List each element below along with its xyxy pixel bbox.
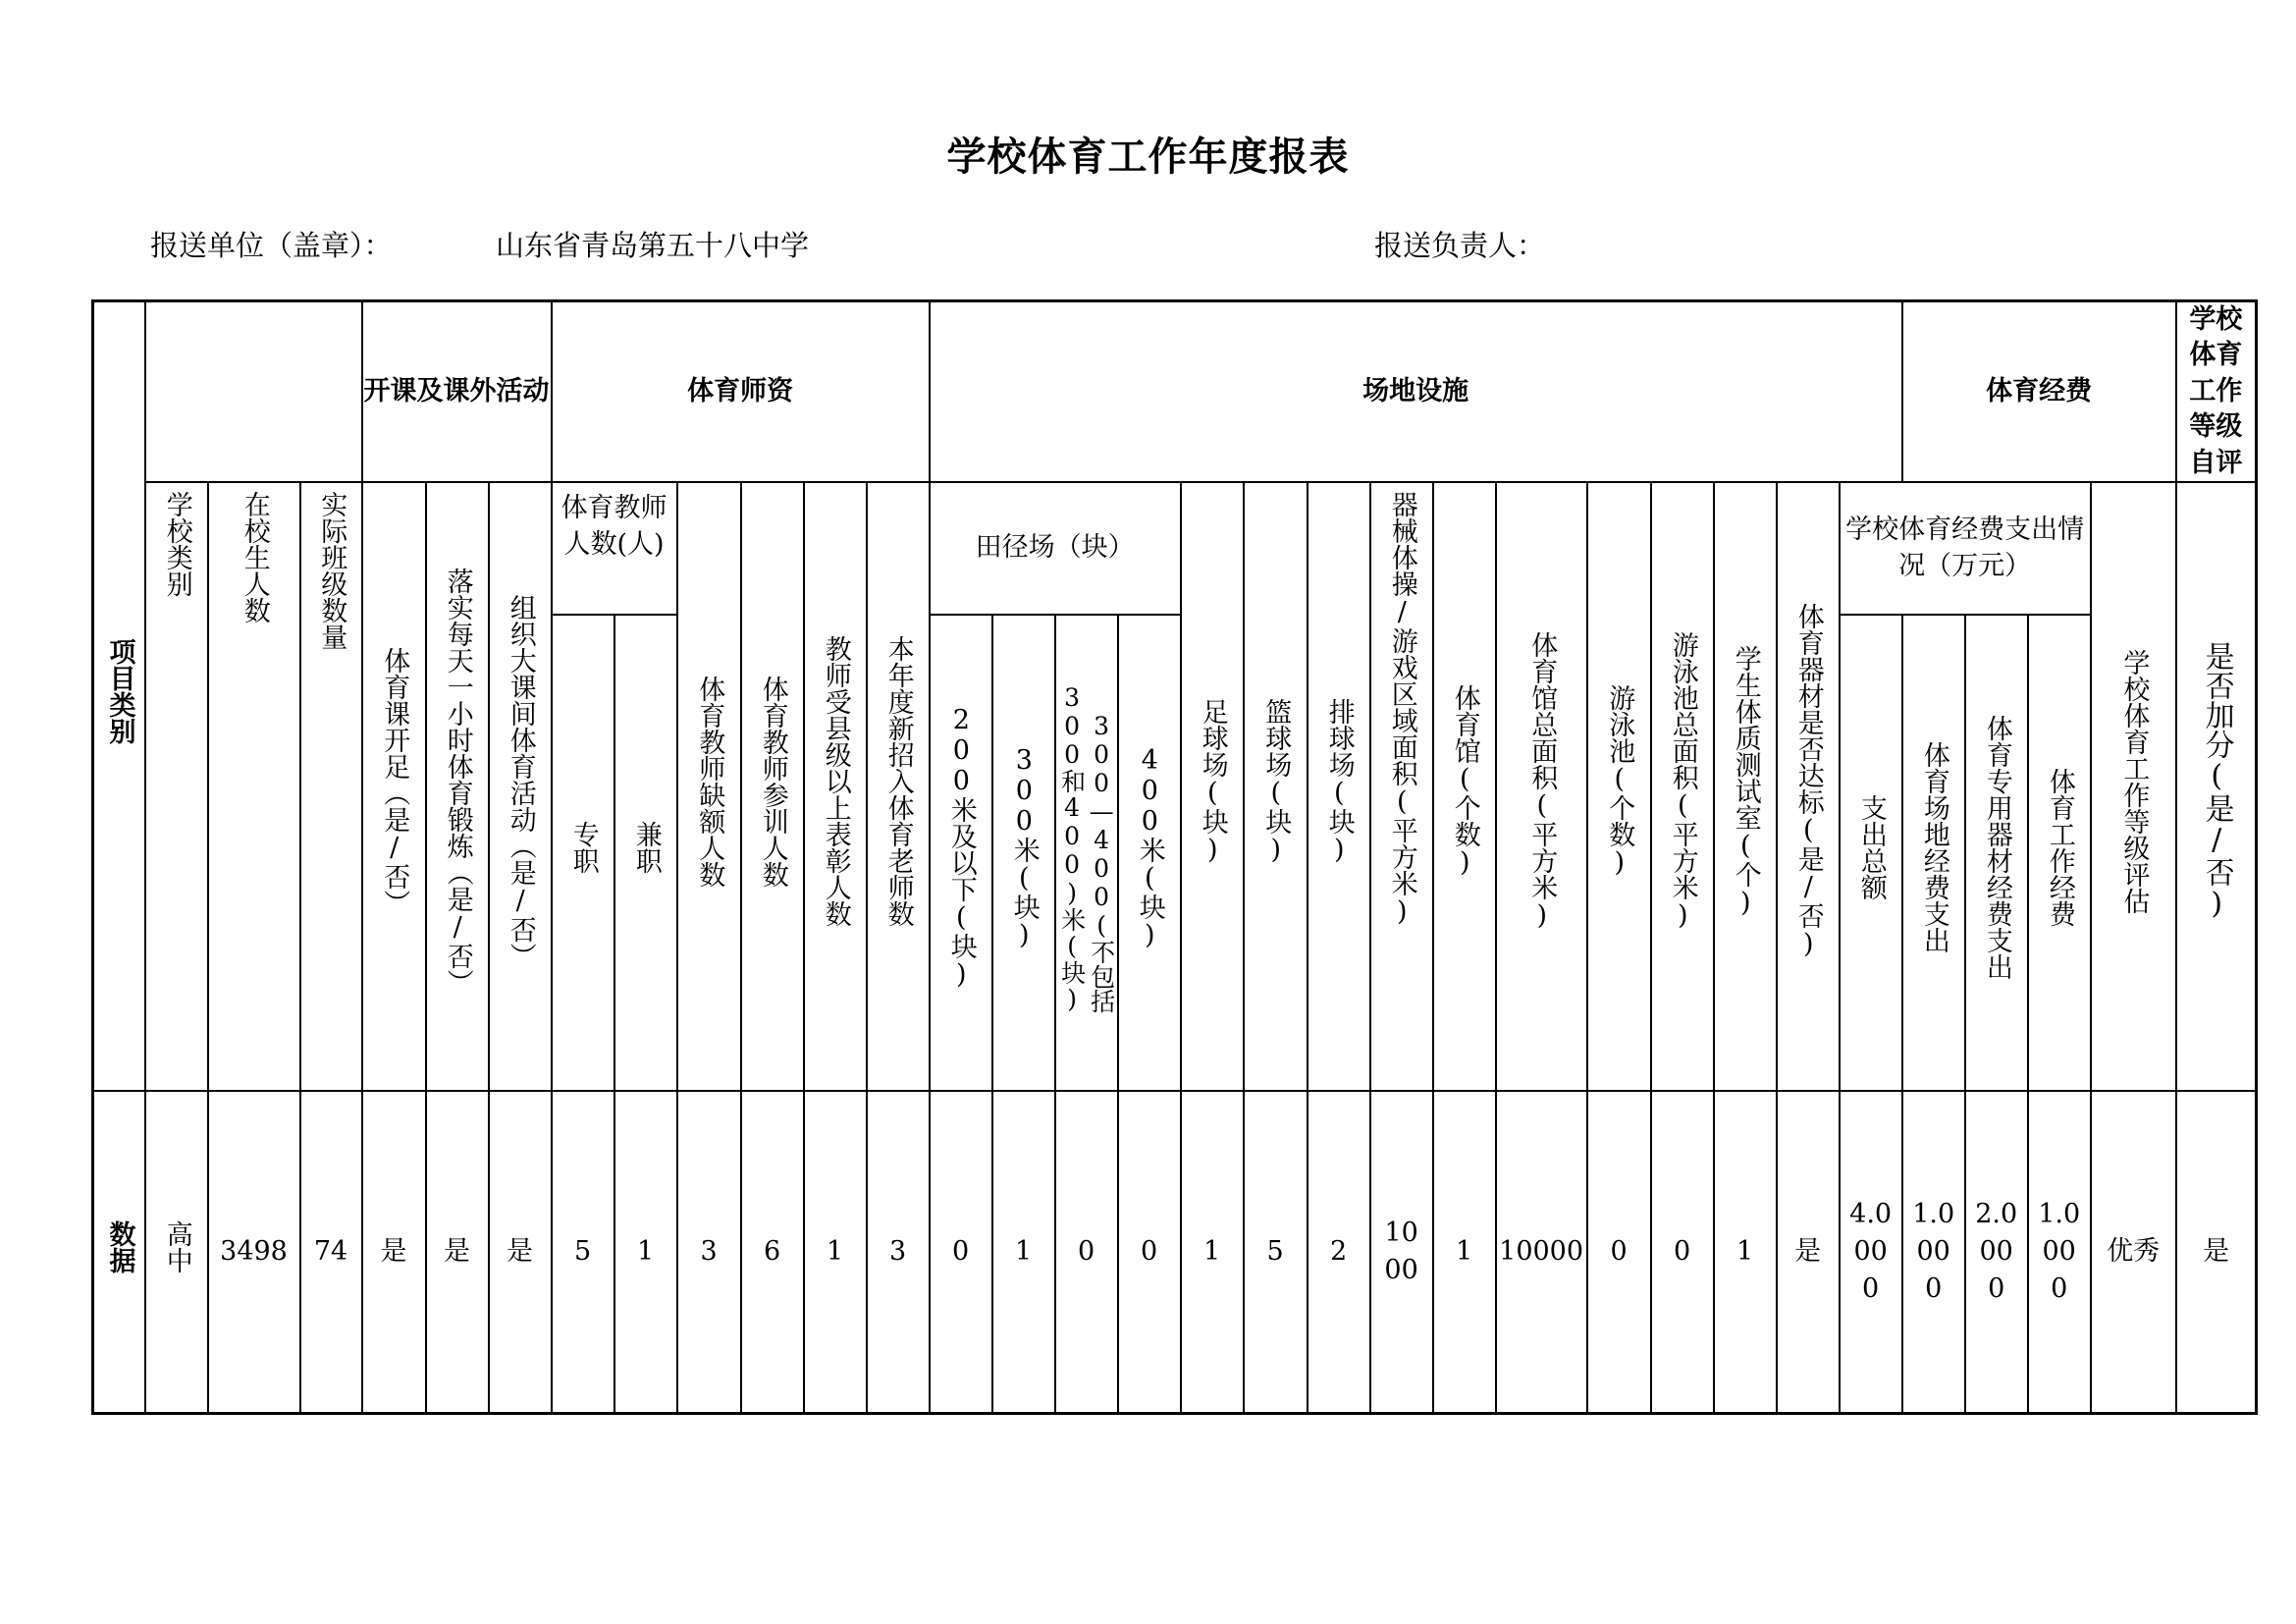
header-awarded: 教师受县级以上表彰人数 [804, 482, 867, 1091]
header-pe-course: 体育课开足（是/否） [362, 482, 426, 1091]
header-track-200: 200米及以下(块) [930, 615, 992, 1091]
header-volleyball: 排球场(块) [1308, 482, 1370, 1091]
header-row-sub [93, 482, 2257, 615]
cell-parttime: 1 [614, 1091, 677, 1413]
header-grade-eval: 学校体育工作等级评估 [2091, 482, 2176, 1091]
cell-students: 3498 [208, 1091, 300, 1413]
header-track-300-400-part2: 300—400(不包括 [1087, 712, 1116, 1014]
header-track: 田径场（块） [930, 482, 1181, 615]
cell-fulltime: 5 [552, 1091, 614, 1413]
cell-new-hires: 3 [867, 1091, 930, 1413]
header-pool-area: 游泳池总面积(平方米) [1651, 482, 1714, 1091]
cell-school-type: 高中 [145, 1091, 208, 1413]
cell-pe-course: 是 [362, 1091, 426, 1413]
header-daily-hour: 落实每天一小时体育锻炼（是/否） [426, 482, 489, 1091]
reporter-label: 报送单位（盖章）： [150, 229, 393, 262]
group-facilities: 场地设施 [930, 301, 1902, 483]
header-equip-spend: 体育专用器材经费支出 [1965, 615, 2028, 1091]
cell-total-spend: 4.0000 [1840, 1091, 1902, 1413]
cell-grade-eval: 优秀 [2091, 1091, 2176, 1413]
header-classes: 实际班级数量 [300, 482, 362, 1091]
cell-pool-count: 0 [1587, 1091, 1651, 1413]
cell-basketball: 5 [1244, 1091, 1308, 1413]
cell-work-spend: 1.0000 [2028, 1091, 2091, 1413]
header-football: 足球场(块) [1181, 482, 1244, 1091]
header-fitness-room: 学生体质测试室(个) [1714, 482, 1777, 1091]
group-courses: 开课及课外活动 [362, 301, 552, 483]
header-shortage: 体育教师缺额人数 [677, 482, 741, 1091]
header-teacher-count: 体育教师人数(人) [552, 482, 677, 615]
group-funding: 体育经费 [1902, 301, 2176, 483]
header-gym-count: 体育馆(个数) [1433, 482, 1496, 1091]
cell-classes: 74 [300, 1091, 362, 1413]
data-row [93, 1091, 2257, 1413]
group-teachers: 体育师资 [552, 301, 930, 483]
header-venue-spend: 体育场地经费支出 [1902, 615, 1965, 1091]
header-spending: 学校体育经费支出情况（万元） [1840, 482, 2091, 615]
report-table [91, 299, 2258, 1415]
header-parttime: 兼职 [614, 615, 677, 1091]
reporter-value: 山东省青岛第五十八中学 [496, 229, 810, 262]
cell-volleyball: 2 [1308, 1091, 1370, 1413]
row-label-category: 项目类别 [93, 301, 145, 1092]
group-self-eval: 学校体育工作等级自评 [2176, 301, 2257, 483]
header-bonus: 是否加分(是/否) [2176, 482, 2257, 1091]
cell-bonus: 是 [2176, 1091, 2257, 1413]
header-total-spend: 支出总额 [1840, 615, 1902, 1091]
header-new-hires: 本年度新招入体育老师数 [867, 482, 930, 1091]
header-work-spend: 体育工作经费 [2028, 615, 2091, 1091]
row-label-data: 数据 [93, 1091, 145, 1413]
header-equipment-ok: 体育器材是否达标(是/否) [1777, 482, 1840, 1091]
cell-fitness-room: 1 [1714, 1091, 1777, 1413]
cell-track-300: 1 [992, 1091, 1055, 1413]
cell-awarded: 1 [804, 1091, 867, 1413]
responsible-label: 报送负责人： [1374, 229, 1546, 262]
header-fulltime: 专职 [552, 615, 614, 1091]
header-track-300-400-part1: 300和400)米(块) [1057, 683, 1087, 1014]
cell-gym-area: 1000 [1370, 1091, 1433, 1413]
cell-trained: 6 [741, 1091, 804, 1413]
cell-shortage: 3 [677, 1091, 741, 1413]
header-students: 在校生人数 [208, 482, 300, 1091]
header-track-300: 300米(块) [992, 615, 1055, 1091]
header-break-activity: 组织大课间体育活动（是/否） [489, 482, 552, 1091]
cell-track-200: 0 [930, 1091, 992, 1413]
header-gym-total-area: 体育馆总面积(平方米) [1496, 482, 1587, 1091]
cell-track-400: 0 [1118, 1091, 1181, 1413]
blank-group-cell [145, 301, 362, 483]
cell-equipment-ok: 是 [1777, 1091, 1840, 1413]
header-track-300-400 [1055, 615, 1118, 1091]
header-gym-area: 器械体操/游戏区域面积(平方米) [1370, 482, 1433, 1091]
header-row-groups [93, 301, 2257, 483]
header-trained: 体育教师参训人数 [741, 482, 804, 1091]
cell-track-300-400: 0 [1055, 1091, 1118, 1413]
cell-pool-area: 0 [1651, 1091, 1714, 1413]
cell-gym-count: 1 [1433, 1091, 1496, 1413]
report-title: 学校体育工作年度报表 [946, 134, 1350, 180]
cell-football: 1 [1181, 1091, 1244, 1413]
cell-equip-spend: 2.0000 [1965, 1091, 2028, 1413]
header-school-type: 学校类别 [145, 482, 208, 1091]
cell-venue-spend: 1.0000 [1902, 1091, 1965, 1413]
cell-break-activity: 是 [489, 1091, 552, 1413]
cell-daily-hour: 是 [426, 1091, 489, 1413]
header-track-400: 400米(块) [1118, 615, 1181, 1091]
cell-gym-total-area: 10000 [1496, 1091, 1587, 1413]
header-pool-count: 游泳池(个数) [1587, 482, 1651, 1091]
header-basketball: 篮球场(块) [1244, 482, 1308, 1091]
